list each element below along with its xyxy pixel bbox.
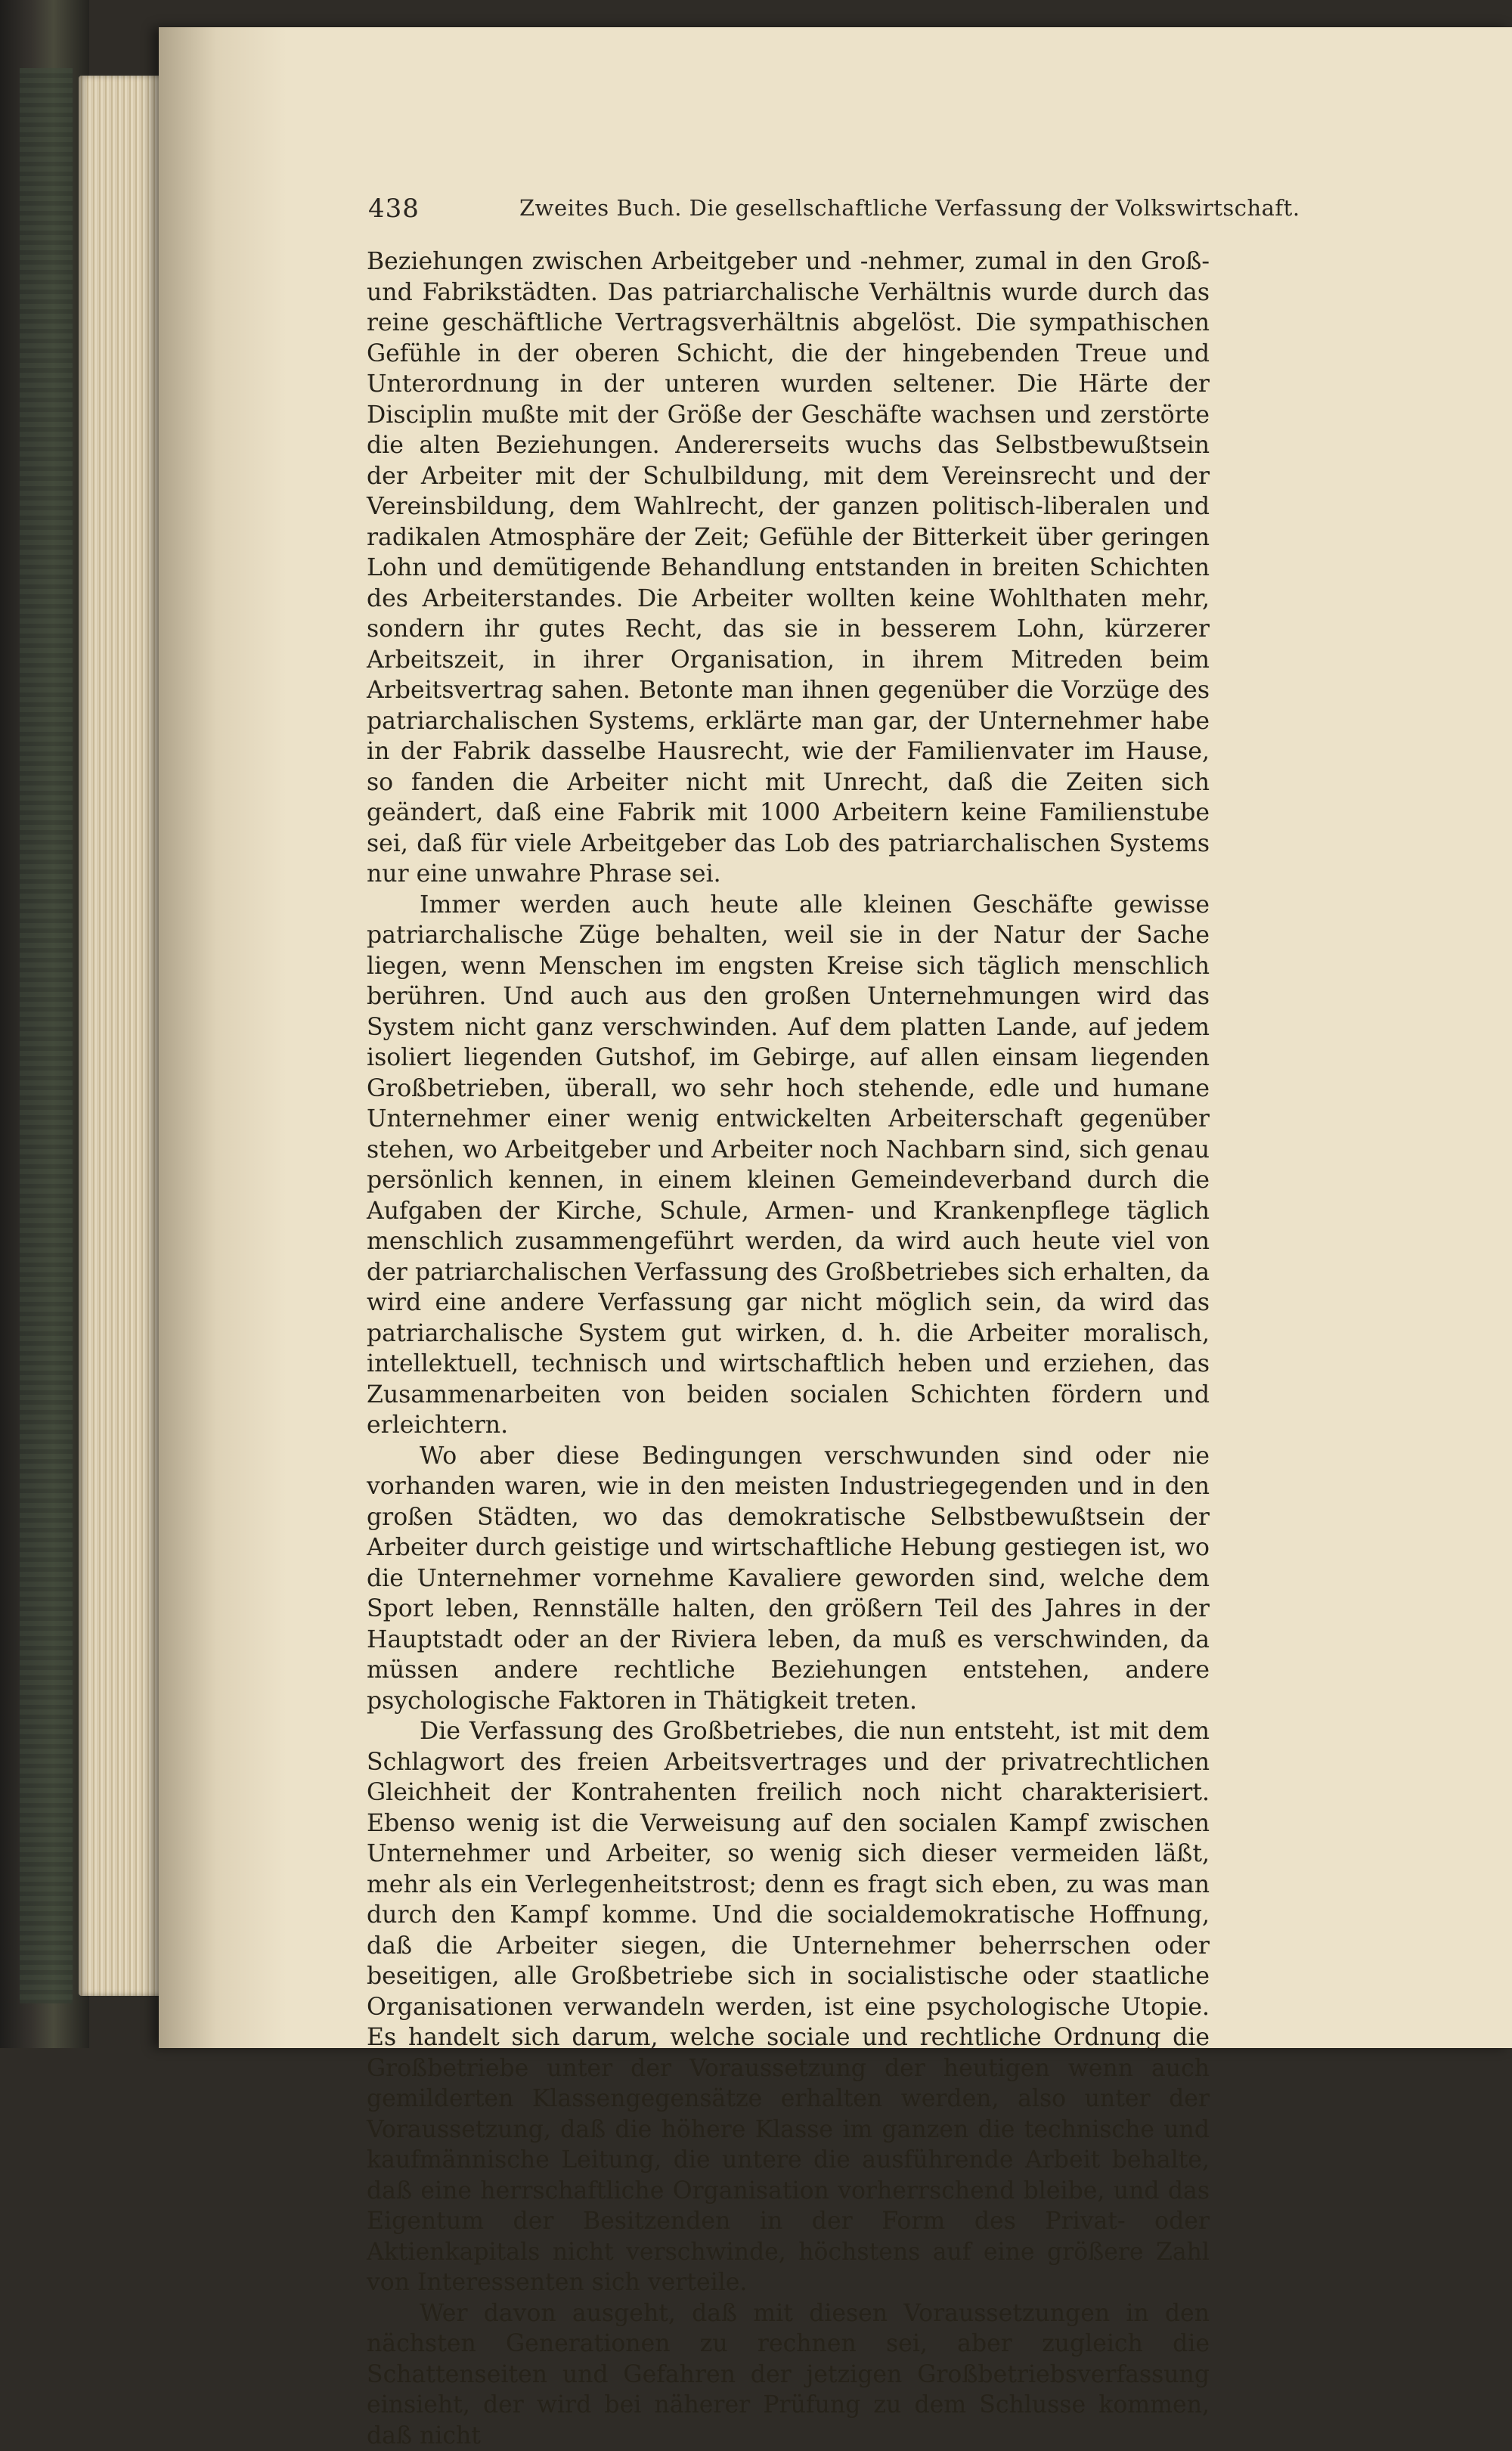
paragraph: Immer werden auch heute alle kleinen Geschäfte gewisse patriarchalische Züge behalten, weil sie in der Natur der Sache liegen, wenn Menschen im engsten Kreise sich täglich menschlich berühren. Und auch aus den großen Unternehmungen wird das System nicht ganz verschwinden. Auf dem platten Lande, auf jedem isoliert liegenden Gutshof, im Gebirge, auf allen einsam liegenden Großbetrieben, überall, wo sehr hoch stehende, edle und humane Unternehmer einer wenig entwickelten Arbeiterschaft gegenüber stehen, wo Arbeitgeber und Arbeiter noch Nachbarn sind, sich genau persönlich kennen, in einem kleinen Gemeindeverband durch die Aufgaben der Kirche, Schule, Armen- und Krankenpflege täglich menschlich zusammengeführt werden, da wird auch heute viel von der patriarchalischen Verfassung des Großbetriebes sich erhalten, da wird eine andere Verfassung gar nicht möglich sein, da wird das patriarchalische System gut wirken, d. h. die Arbeiter moralisch, intellektuell, technisch und wirtschaftlich heben und erziehen, das Zusammenarbeiten von beiden socialen Schichten fördern und erleichtern. [367, 890, 1210, 1441]
page-number: 438 [368, 194, 420, 224]
page-header [368, 192, 1209, 231]
paragraph: Beziehungen zwischen Arbeitgeber und -nehmer, zumal in den Groß- und Fabrikstädten. Das patriarchalische Verhältnis wurde durch das reine geschäftliche Vertragsverhältnis abgelöst. Die sympathischen Gefühle in der oberen Schicht, die der hingebenden Treue und Unterordnung in der unteren wurden seltener. Die Härte der Disciplin mußte mit der Größe der Geschäfte wachsen und zerstörte die alten Beziehungen. Andererseits wuchs das Selbstbewußtsein der Arbeiter mit der Schulbildung, mit dem Vereinsrecht und der Vereinsbildung, dem Wahlrecht, der ganzen politisch-liberalen und radikalen Atmosphäre der Zeit; Gefühle der Bitterkeit über geringen Lohn und demütigende Behandlung entstanden in breiten Schichten des Arbeiterstandes. Die Arbeiter wollten keine Wohlthaten mehr, sondern ihr gutes Recht, das sie in besserem Lohn, kürzerer Arbeitszeit, in ihrer Organisation, in ihrem Mitreden beim Arbeitsvertrag sahen. Betonte man ihnen gegenüber die Vorzüge des patriarchalischen Systems, erklärte man gar, der Unternehmer habe in der Fabrik dasselbe Hausrecht, wie der Familienvater im Hause, so fanden die Arbeiter nicht mit Unrecht, daß die Zeiten sich geändert, daß eine Fabrik mit 1000 Arbeitern keine Familienstube sei, daß für viele Arbeitgeber das Lob des patriarchalischen Systems nur eine unwahre Phrase sei. [367, 246, 1210, 890]
cover-cloth-texture [20, 68, 73, 2003]
paragraph: Wo aber diese Bedingungen verschwunden sind oder nie vorhanden waren, wie in den meisten Industriegegenden und in den großen Städten, wo das demokratische Selbstbewußtsein der Arbeiter durch geistige und wirtschaftliche Hebung gestiegen ist, wo die Unternehmer vornehme Kavaliere geworden sind, welche dem Sport leben, Rennställe halten, den größern Teil des Jahres in der Hauptstadt oder an der Riviera leben, da muß es verschwinden, da müssen andere rechtliche Beziehungen entstehen, andere psychologische Faktoren in Thätigkeit treten. [367, 1441, 1210, 1717]
running-head: Zweites Buch. Die gesellschaftliche Verfassung der Volkswirtschaft. [519, 195, 1300, 221]
paragraph: Die Verfassung des Großbetriebes, die nun entsteht, ist mit dem Schlagwort des freien Arbeitsvertrages und der privatrechtlichen Gleichheit der Kontrahenten freilich noch nicht charakterisiert. Ebenso wenig ist die Verweisung auf den socialen Kampf zwischen Unternehmer und Arbeiter, so wenig sich dieser vermeiden läßt, mehr als ein Verlegenheitstrost; denn es fragt sich eben, zu was man durch den Kampf komme. Und die socialdemokratische Hoffnung, daß die Arbeiter siegen, die Unternehmer beherrschen oder beseitigen, alle Großbetriebe sich in socialistische oder staatliche Organisationen verwandeln werden, ist eine psychologische Utopie. Es handelt sich darum, welche sociale und rechtliche Ordnung die Großbetriebe unter der Voraussetzung der heutigen wenn auch gemilderten Klassengegensätze erhalten werden, also unter der Voraussetzung, daß die höhere Klasse im ganzen die technische und kaufmännische Leitung, die untere die ausführende Arbeit behalte, daß eine herrschaftliche Organisation vorherrschend bleibe, und das Eigentum der Besitzenden in der Form des Privat- oder Aktienkapitals nicht verschwinde, höchstens auf eine größere Zahl von Interessenten sich verteile. [367, 1716, 1210, 2298]
body-text [367, 246, 1210, 2008]
paragraph: Wer davon ausgeht, daß mit diesen Voraussetzungen in den nächsten Generationen zu rechnen sei, aber zugleich die Schattenseiten und Gefahren der jetzigen Großbetriebsverfassung einsieht, der wird bei näherer Prüfung zu dem Schlusse kommen, daß nicht [367, 2298, 1210, 2451]
